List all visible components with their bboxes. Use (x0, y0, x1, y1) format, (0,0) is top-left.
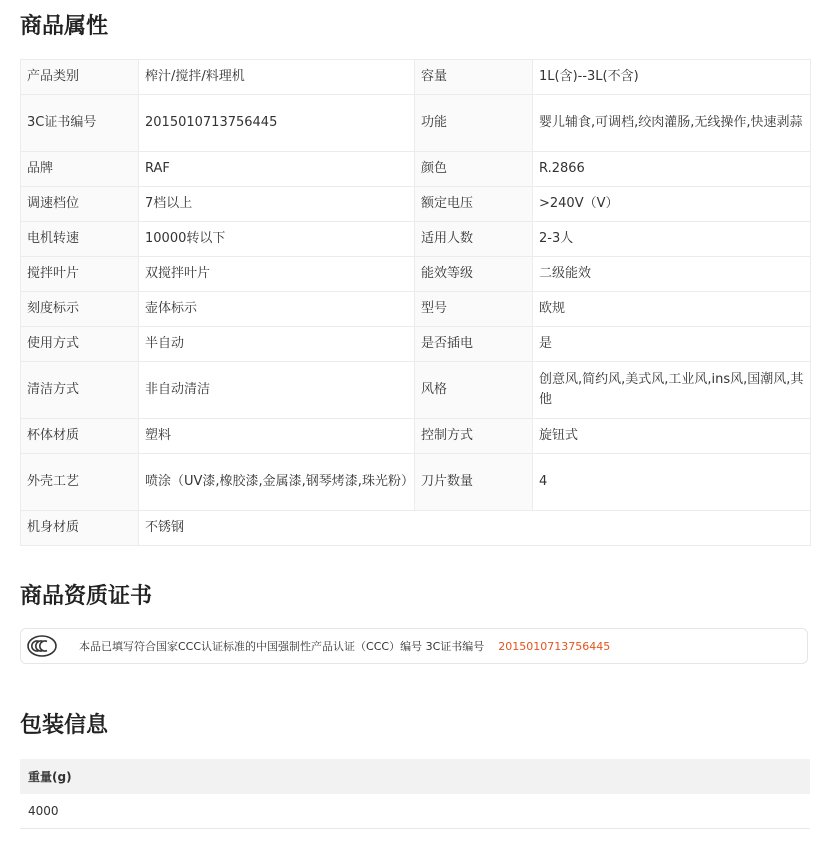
attribute-value: 喷涂（UV漆,橡胶漆,金属漆,钢琴烤漆,珠光粉） (139, 454, 415, 511)
attribute-label: 型号 (415, 292, 533, 327)
attributes-title: 商品属性 (20, 14, 109, 39)
attribute-label: 刻度标示 (21, 292, 139, 327)
attribute-label: 功能 (415, 95, 533, 152)
attribute-value: 欧规 (533, 292, 811, 327)
attribute-label: 颜色 (415, 152, 533, 187)
attribute-value: 10000转以下 (139, 222, 415, 257)
attribute-label: 电机转速 (21, 222, 139, 257)
attributes-table (20, 59, 811, 546)
attribute-label: 刀片数量 (415, 454, 533, 511)
attribute-value: 二级能效 (533, 257, 811, 292)
table-row (21, 257, 811, 292)
attribute-label: 外壳工艺 (21, 454, 139, 511)
attribute-label: 容量 (415, 60, 533, 95)
attribute-label: 是否插电 (415, 327, 533, 362)
certificate-title: 商品资质证书 (20, 584, 153, 609)
attribute-value: 旋钮式 (533, 419, 811, 454)
package-title: 包装信息 (20, 713, 109, 738)
attribute-label: 搅拌叶片 (21, 257, 139, 292)
attribute-label: 适用人数 (415, 222, 533, 257)
attribute-label: 调速档位 (21, 187, 139, 222)
attribute-label: 品牌 (21, 152, 139, 187)
table-row (21, 187, 811, 222)
attribute-value: >240V（V） (533, 187, 811, 222)
attribute-value: 2015010713756445 (139, 95, 415, 152)
attribute-value: 婴儿辅食,可调档,绞肉灌肠,无线操作,快速剥蒜 (533, 95, 811, 152)
attribute-value: 双搅拌叶片 (139, 257, 415, 292)
certificate-number[interactable]: 2015010713756445 (498, 639, 611, 653)
package-weight-header: 重量(g) (20, 759, 810, 794)
attribute-label: 额定电压 (415, 187, 533, 222)
attribute-value: 7档以上 (139, 187, 415, 222)
table-row (21, 292, 811, 327)
attribute-value: 塑料 (139, 419, 415, 454)
attribute-value: 4 (533, 454, 811, 511)
attribute-label: 风格 (415, 362, 533, 419)
package-weight-value: 4000 (20, 794, 810, 829)
attribute-label: 3C证书编号 (21, 95, 139, 152)
table-row (21, 362, 811, 419)
certificate-box (20, 628, 808, 664)
ccc-mark-icon (27, 635, 57, 657)
attribute-value: 壶体标示 (139, 292, 415, 327)
attribute-label: 能效等级 (415, 257, 533, 292)
attribute-value: RAF (139, 152, 415, 187)
table-row (21, 222, 811, 257)
package-table (20, 759, 810, 829)
attribute-value: 创意风,简约风,美式风,工业风,ins风,国潮风,其他 (533, 362, 811, 419)
attribute-value: 1L(含)--3L(不含) (533, 60, 811, 95)
attribute-label: 控制方式 (415, 419, 533, 454)
attribute-label: 清洁方式 (21, 362, 139, 419)
table-row (21, 60, 811, 95)
attribute-value: 半自动 (139, 327, 415, 362)
attribute-label: 机身材质 (21, 511, 139, 546)
attribute-value: 是 (533, 327, 811, 362)
attribute-label: 产品类别 (21, 60, 139, 95)
attribute-value: 榨汁/搅拌/料理机 (139, 60, 415, 95)
attribute-value: 2-3人 (533, 222, 811, 257)
attribute-label: 杯体材质 (21, 419, 139, 454)
table-row (21, 152, 811, 187)
attribute-value: 非自动清洁 (139, 362, 415, 419)
table-row (21, 327, 811, 362)
table-row (21, 95, 811, 152)
attribute-label: 使用方式 (21, 327, 139, 362)
table-row (21, 511, 811, 546)
table-row (21, 419, 811, 454)
attribute-value: R.2866 (533, 152, 811, 187)
attribute-value: 不锈钢 (139, 511, 811, 546)
table-row (21, 454, 811, 511)
certificate-text: 本品已填写符合国家CCC认证标准的中国强制性产品认证（CCC）编号 3C证书编号 (79, 640, 485, 653)
